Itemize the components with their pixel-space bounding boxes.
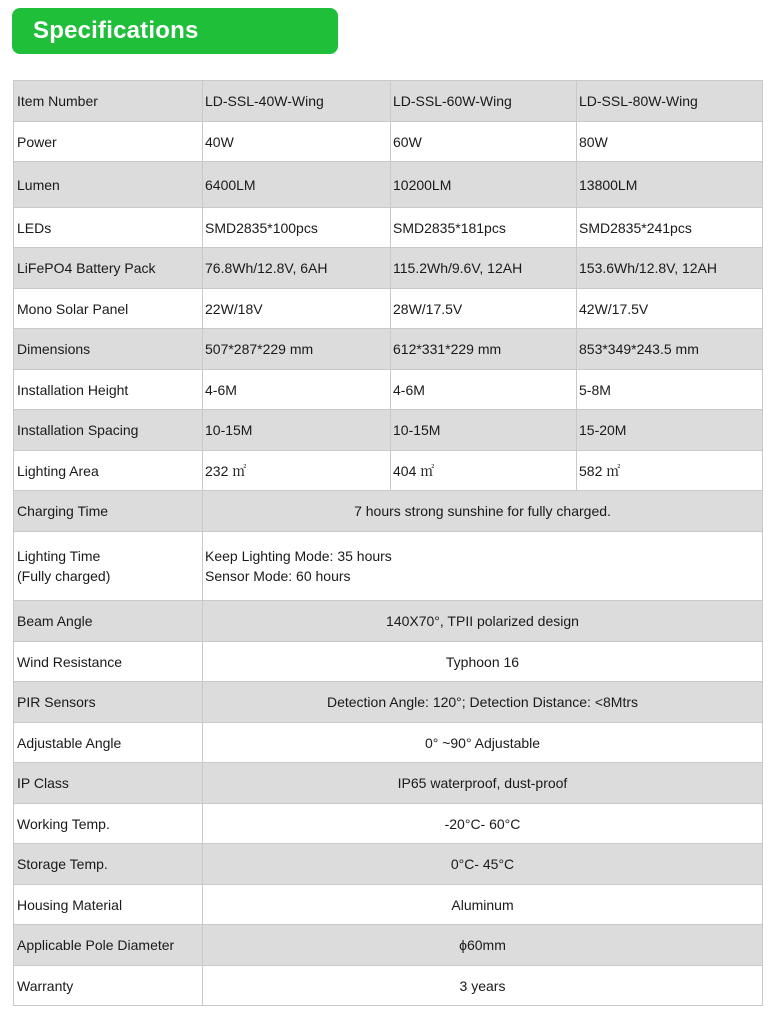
cell-model-3: 582 ㎡ <box>577 451 763 491</box>
row-label: Lumen <box>14 162 203 208</box>
merged-value-cell: 140X70°, TPII polarized design <box>203 601 763 642</box>
row-label: Warranty <box>14 966 203 1006</box>
row-label: Installation Height <box>14 370 203 410</box>
row-label: Installation Spacing <box>14 410 203 451</box>
cell-model-3: 80W <box>577 122 763 162</box>
row-label: Wind Resistance <box>14 642 203 682</box>
cell-model-3: SMD2835*241pcs <box>577 208 763 248</box>
row-label: Applicable Pole Diameter <box>14 925 203 966</box>
cell-model-1: LD-SSL-40W-Wing <box>203 81 391 122</box>
table-row <box>14 122 763 162</box>
merged-value-cell: 0°C- 45°C <box>203 844 763 885</box>
row-label <box>14 532 203 601</box>
page-title: Specifications <box>33 17 199 44</box>
merged-value-line: Sensor Mode: 60 hours <box>205 568 351 584</box>
table-row <box>14 966 763 1006</box>
row-label: Beam Angle <box>14 601 203 642</box>
merged-value-cell <box>203 532 763 601</box>
row-label: Mono Solar Panel <box>14 289 203 329</box>
cell-model-3: 13800LM <box>577 162 763 208</box>
cell-model-2: 612*331*229 mm <box>391 329 577 370</box>
row-label: PIR Sensors <box>14 682 203 723</box>
table-row <box>14 329 763 370</box>
merged-value-cell: Typhoon 16 <box>203 642 763 682</box>
table-row <box>14 491 763 532</box>
cell-model-2: 4-6M <box>391 370 577 410</box>
table-row <box>14 682 763 723</box>
row-label: Housing Material <box>14 885 203 925</box>
row-label: Storage Temp. <box>14 844 203 885</box>
row-label: Dimensions <box>14 329 203 370</box>
row-label: LEDs <box>14 208 203 248</box>
table-row <box>14 410 763 451</box>
specifications-table <box>13 80 763 1006</box>
row-label: IP Class <box>14 763 203 804</box>
merged-value-cell: Detection Angle: 120°; Detection Distance: <8Mtrs <box>203 682 763 723</box>
row-label-line: Lighting Time <box>17 548 101 564</box>
cell-model-1: 40W <box>203 122 391 162</box>
table-row <box>14 370 763 410</box>
cell-model-1: 10-15M <box>203 410 391 451</box>
table-row <box>14 81 763 122</box>
cell-model-2: 60W <box>391 122 577 162</box>
table-row <box>14 844 763 885</box>
cell-model-3: 42W/17.5V <box>577 289 763 329</box>
row-label: Item Number <box>14 81 203 122</box>
table-row <box>14 451 763 491</box>
cell-model-1: SMD2835*100pcs <box>203 208 391 248</box>
row-label: Charging Time <box>14 491 203 532</box>
cell-model-3: LD-SSL-80W-Wing <box>577 81 763 122</box>
table-row <box>14 723 763 763</box>
cell-model-2: SMD2835*181pcs <box>391 208 577 248</box>
table-row <box>14 885 763 925</box>
table-row <box>14 289 763 329</box>
table-row <box>14 925 763 966</box>
merged-value-cell: IP65 waterproof, dust-proof <box>203 763 763 804</box>
row-label: Working Temp. <box>14 804 203 844</box>
table-row <box>14 804 763 844</box>
merged-value-cell: ϕ60mm <box>203 925 763 966</box>
cell-model-2: 28W/17.5V <box>391 289 577 329</box>
cell-model-1: 4-6M <box>203 370 391 410</box>
row-label: Lighting Area <box>14 451 203 491</box>
row-label-line: (Fully charged) <box>17 568 111 584</box>
cell-model-1: 76.8Wh/12.8V, 6AH <box>203 248 391 289</box>
table-row <box>14 248 763 289</box>
table-row <box>14 532 763 601</box>
cell-model-2: 404 ㎡ <box>391 451 577 491</box>
merged-value-cell: 7 hours strong sunshine for fully charged. <box>203 491 763 532</box>
merged-value-cell: 0° ~90° Adjustable <box>203 723 763 763</box>
row-label: LiFePO4 Battery Pack <box>14 248 203 289</box>
specifications-table-body <box>14 81 763 1006</box>
cell-model-1: 507*287*229 mm <box>203 329 391 370</box>
table-row <box>14 601 763 642</box>
merged-value-cell: -20°C- 60°C <box>203 804 763 844</box>
merged-value-cell: 3 years <box>203 966 763 1006</box>
merged-value-line: Keep Lighting Mode: 35 hours <box>205 548 392 564</box>
merged-value-cell: Aluminum <box>203 885 763 925</box>
table-row <box>14 642 763 682</box>
table-row <box>14 763 763 804</box>
row-label: Power <box>14 122 203 162</box>
table-row <box>14 208 763 248</box>
cell-model-1: 22W/18V <box>203 289 391 329</box>
cell-model-2: 10200LM <box>391 162 577 208</box>
cell-model-3: 15-20M <box>577 410 763 451</box>
cell-model-1: 6400LM <box>203 162 391 208</box>
specifications-banner <box>12 8 338 54</box>
cell-model-2: LD-SSL-60W-Wing <box>391 81 577 122</box>
cell-model-2: 10-15M <box>391 410 577 451</box>
cell-model-3: 153.6Wh/12.8V, 12AH <box>577 248 763 289</box>
table-row <box>14 162 763 208</box>
cell-model-1: 232 ㎡ <box>203 451 391 491</box>
cell-model-3: 853*349*243.5 mm <box>577 329 763 370</box>
cell-model-3: 5-8M <box>577 370 763 410</box>
row-label: Adjustable Angle <box>14 723 203 763</box>
cell-model-2: 115.2Wh/9.6V, 12AH <box>391 248 577 289</box>
